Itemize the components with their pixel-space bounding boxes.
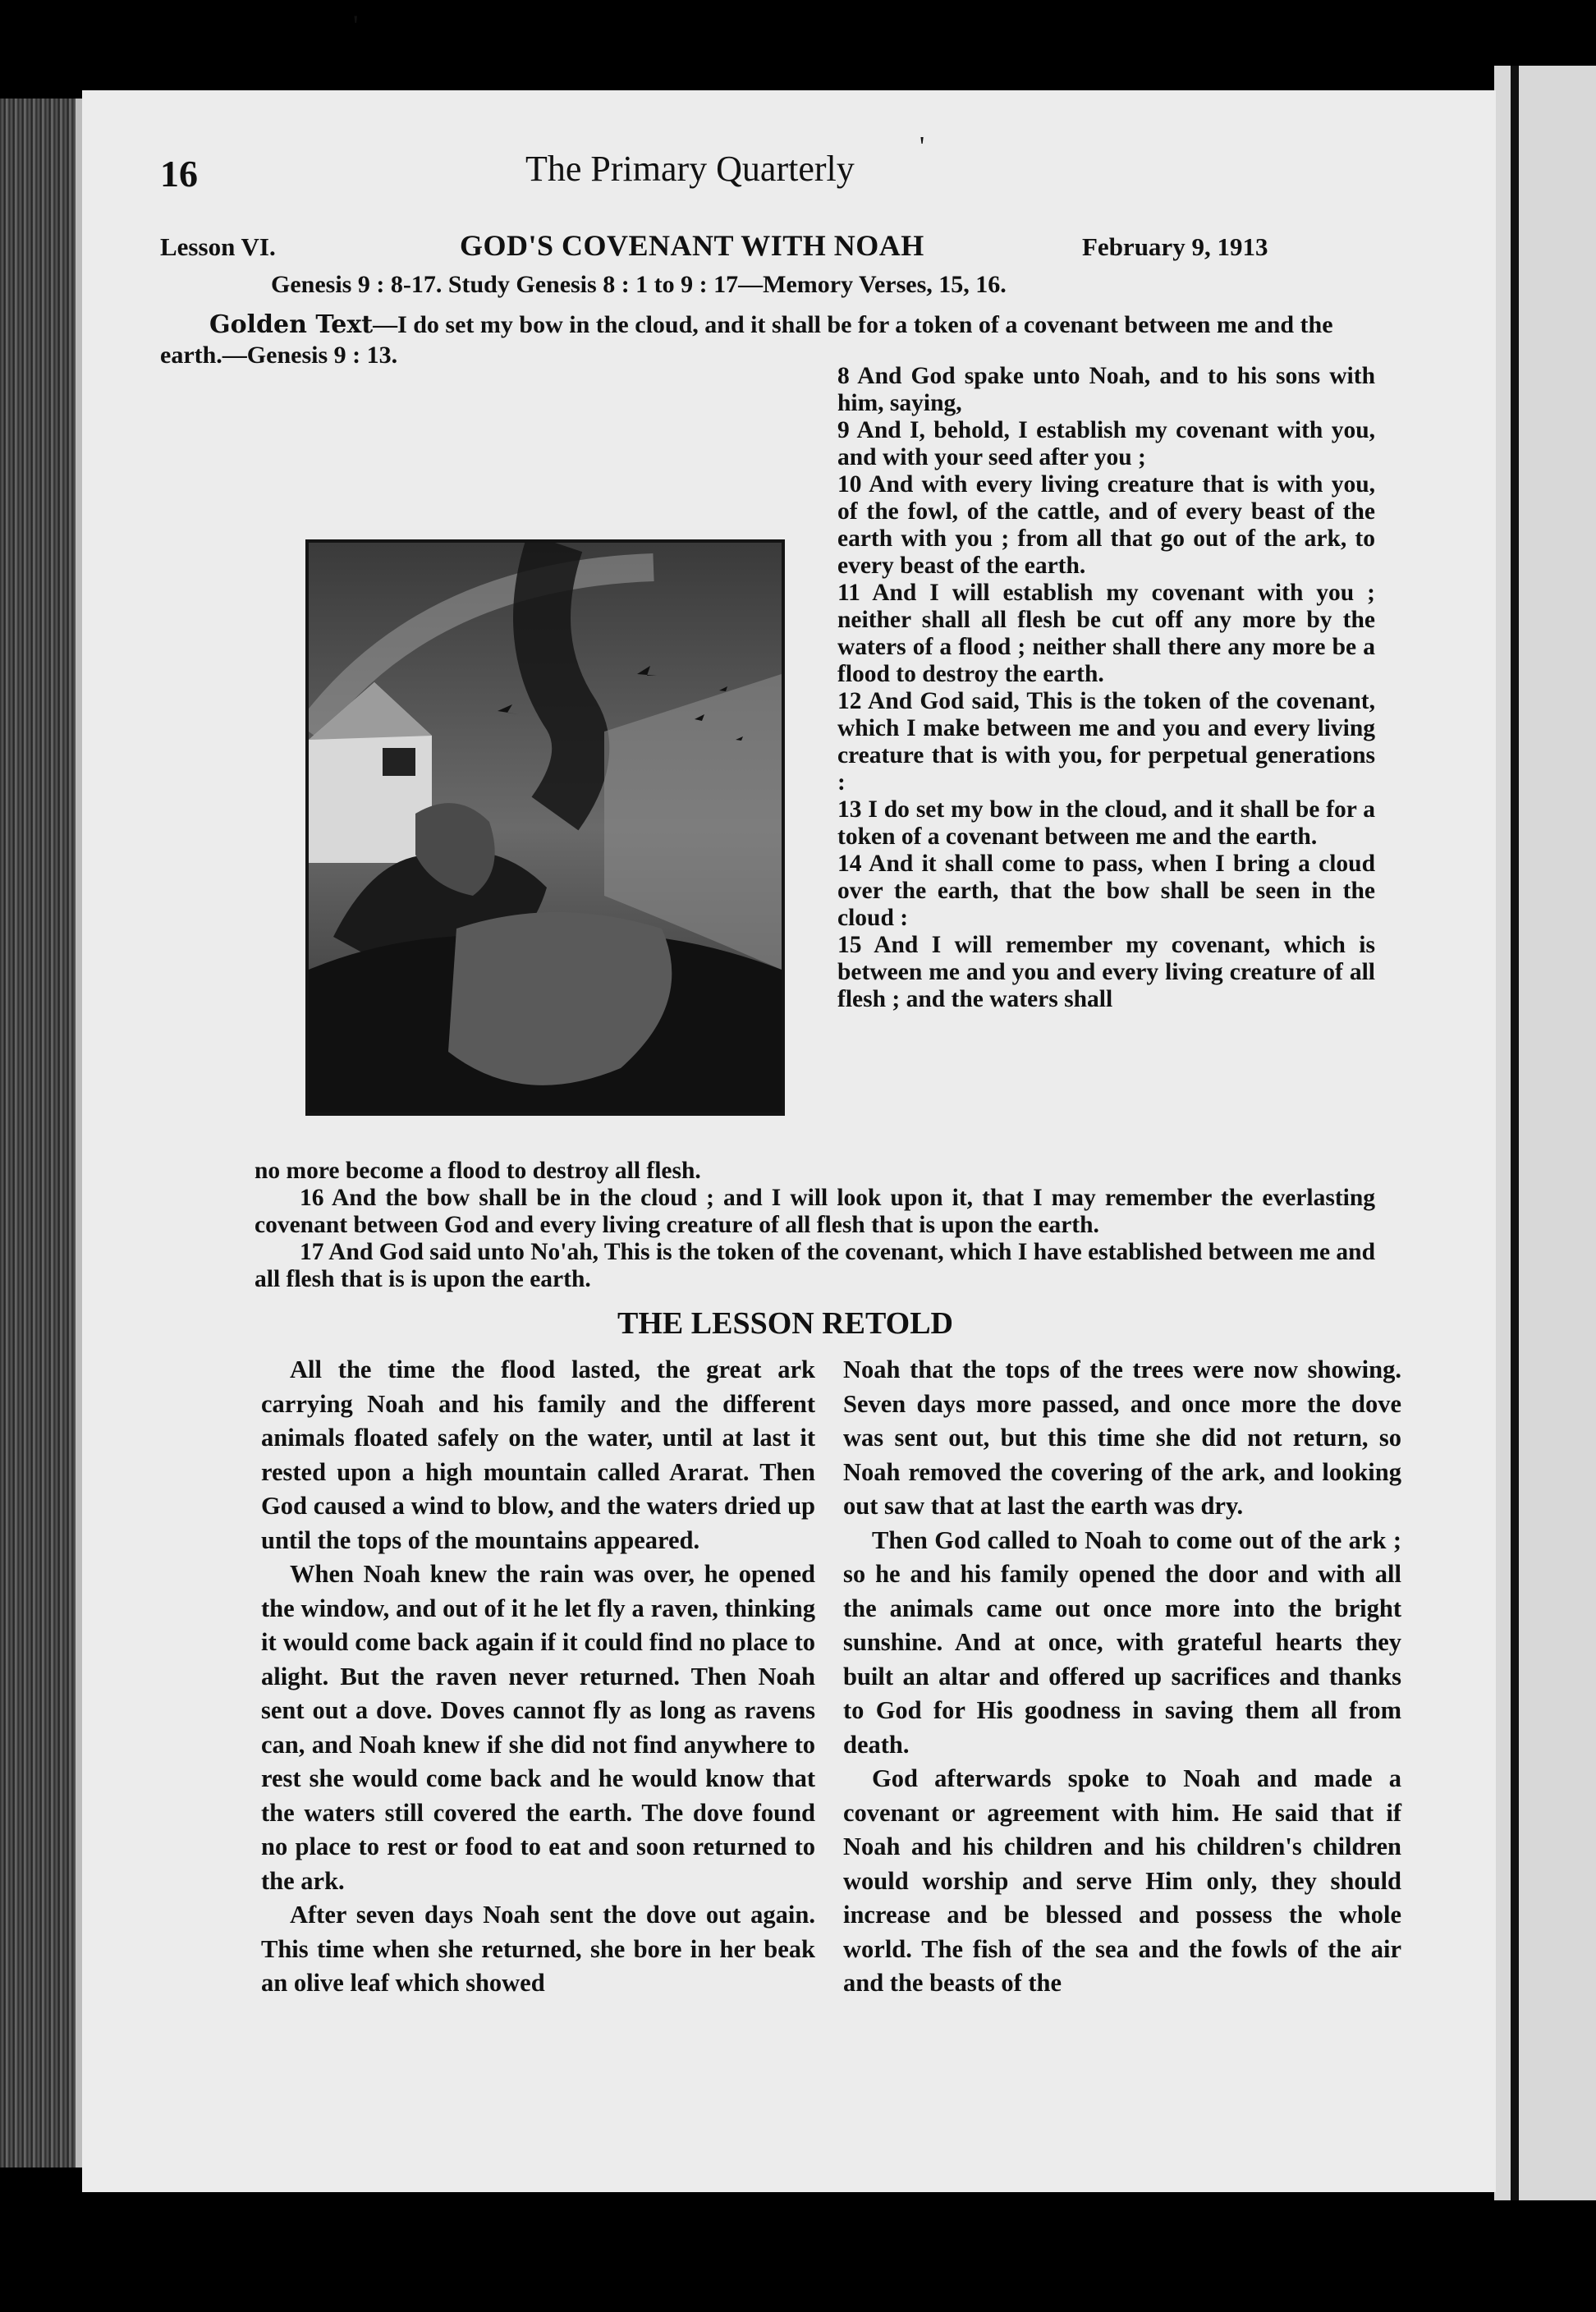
retold-paragraph: After seven days Noah sent the dove out again. This time when she returned, she bore in her beak an olive leaf which showed <box>261 1901 815 1997</box>
verse-13: 13 I do set my bow in the cloud, and it shall be for a token of a covenant between me and the earth. <box>837 796 1375 850</box>
noah-altar-illustration <box>305 539 785 1116</box>
retold-column-left <box>261 1353 815 2001</box>
verse-12: 12 And God said, This is the token of the covenant, which I make between me and you and every living creature that is with you, for perpetual generations : <box>837 688 1375 796</box>
scan-speck: ' <box>353 9 359 42</box>
facing-page-edge <box>1494 66 1596 2200</box>
lesson-retold-heading: THE LESSON RETOLD <box>617 1306 954 1341</box>
golden-text-label: Golden Text <box>209 310 374 339</box>
scan-speck: ' <box>920 131 925 162</box>
running-head: The Primary Quarterly <box>525 149 855 189</box>
retold-paragraph: God afterwards spoke to Noah and made a covenant or agreement with him. He said that if Noah and his children and his children's children would worship and serve Him only, they should increase and be blessed and possess the whole world. The fish of the sea and the fowls of the air and the beasts of the <box>843 1764 1401 1997</box>
scripture-verses-full-width <box>255 1158 1375 1293</box>
verse-11: 11 And I will establish my covenant with you ; neither shall all flesh be cut off any more by the waters of a flood ; neither shall there any more be a flood to destroy the earth. <box>837 580 1375 687</box>
retold-paragraph: Noah that the tops of the trees were now showing. Seven days more passed, and once more the dove was sent out, but this time she did not return, so Noah removed the covering of the ark, and looking out saw that at last the earth was dry. <box>843 1356 1401 1520</box>
verse-17: 17 And God said unto No'ah, This is the token of the covenant, which I have established between me and all flesh that is is upon the earth. <box>255 1239 1375 1292</box>
retold-paragraph: All the time the flood lasted, the great ark carrying Noah and his family and the different animals floated safely on the water, until at last it rested upon a high mountain called Ararat. Then God caused a wind to blow, and the waters dried up until the tops of the mountains appeared. <box>261 1356 815 1554</box>
lesson-number: Lesson VI. <box>160 232 276 261</box>
scripture-reference: Genesis 9 : 8-17. Study Genesis 8 : 1 to 9 : 17—Memory Verses, 15, 16. <box>271 271 1007 298</box>
verse-14: 14 And it shall come to pass, when I bring a cloud over the earth, that the bow shall be seen in the cloud : <box>837 851 1375 931</box>
lesson-date: February 9, 1913 <box>1082 232 1268 261</box>
verse-16: 16 And the bow shall be in the cloud ; and I will look upon it, that I may remember the everlasting covenant between God and every living creature of all flesh that is upon the earth. <box>255 1185 1375 1238</box>
page-number: 16 <box>160 153 198 195</box>
lesson-title: GOD'S COVENANT WITH NOAH <box>460 229 924 262</box>
verse-8: 8 And God spake unto Noah, and to his sons with him, saying, <box>837 363 1375 416</box>
retold-paragraph: When Noah knew the rain was over, he opened the window, and out of it he let fly a raven, thinking it would come back again if it could find no place to alight. But the raven never returned. Then Noah sent out a dove. Doves cannot fly as long as ravens can, and Noah knew if she did not find anywhere to rest she would come back and he would know that the waters still covered the earth. The dove found no place to rest or food to eat and soon returned to the ark. <box>261 1560 815 1895</box>
verse-15-continued: no more become a flood to destroy all flesh. <box>255 1158 701 1184</box>
verse-10: 10 And with every living creature that is with you, of the fowl, of the cattle, and of every beast of the earth with you ; from all that go out of the ark, to every beast of the earth. <box>837 471 1375 579</box>
retold-paragraph: Then God called to Noah to come out of the ark ; so he and his family opened the door and with all the animals came out once more into the bright sunshine. And at once, with grateful hearts they built an altar and offered up sacrifices and thanks to God for His goodness in saving them all from death. <box>843 1525 1401 1759</box>
gutter-shadow <box>1511 66 1519 2200</box>
book-spine <box>0 99 78 2168</box>
golden-text-body: —I do set my bow in the cloud, and it shall be for a token of a covenant between me and the earth.—Genesis 9 : 13. <box>160 311 1333 369</box>
verse-15: 15 And I will remember my covenant, which is between me and you and every living creature of all flesh ; and the waters shall <box>837 932 1375 1012</box>
illustration-drawing <box>309 543 782 1112</box>
retold-column-right <box>843 1353 1401 2001</box>
scripture-verses-column <box>837 363 1375 1013</box>
golden-text <box>160 310 1371 370</box>
verse-9: 9 And I, behold, I establish my covenant with you, and with your seed after you ; <box>837 417 1375 470</box>
